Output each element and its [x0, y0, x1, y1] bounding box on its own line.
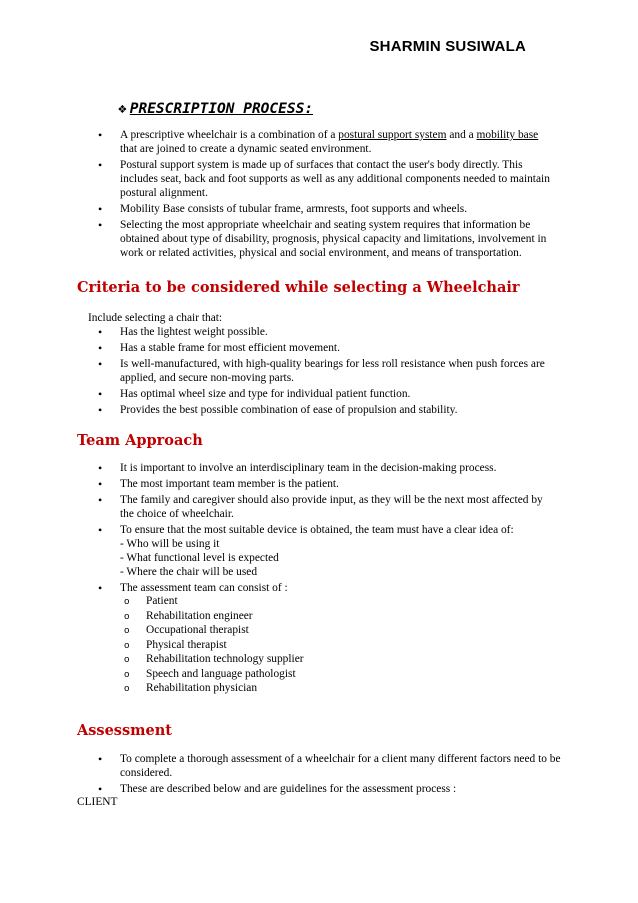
prescription-list — [94, 128, 554, 262]
list-item: • To ensure that the most suitable device is obtained, the team must have a clear idea of: - Who will be using it - What functional level is expected - Where the chair will be used — [94, 523, 554, 579]
team-member-item: o Occupational therapist — [124, 624, 554, 639]
team-member-item: o Rehabilitation technology supplier — [124, 653, 554, 668]
team-member-item: o Physical therapist — [124, 639, 554, 654]
circle-bullet-icon: o — [124, 640, 130, 651]
list-item: • Has optimal wheel size and type for individual patient function. — [94, 387, 554, 401]
circle-bullet-icon: o — [124, 626, 130, 636]
list-item: • It is important to involve an interdisciplinary team in the decision-making process. — [94, 461, 554, 475]
circle-bullet-icon: o — [124, 597, 130, 607]
postural-support-link: postural support system — [338, 129, 447, 141]
team-members-list — [124, 595, 554, 697]
prescription-title-text: PRESCRIPTION PROCESS: — [129, 101, 314, 117]
assessment-list — [94, 752, 572, 798]
list-item: • Provides the best possible combination of ease of propulsion and stability. — [94, 403, 554, 417]
team-member-item: o Patient — [124, 595, 554, 610]
diamond-bullet-icon: ❖ — [118, 101, 127, 117]
circle-bullet-icon: o — [124, 684, 130, 694]
list-item: • The most important team member is the patient. — [94, 477, 554, 491]
team-member-item: o Speech and language pathologist — [124, 668, 554, 683]
circle-bullet-icon: o — [124, 669, 130, 680]
circle-bullet-icon: o — [124, 655, 130, 665]
list-item: • Has the lightest weight possible. — [94, 325, 554, 339]
list-item: • The assessment team can consist of : o Patient o Rehabilitation engineer o Occupational therapist o Physical therapist o Rehabilitation technology supplier o Speech and language pathologist o Rehabilitation physician — [94, 581, 554, 697]
prescription-title — [118, 101, 313, 117]
mobility-base-link: mobility base — [476, 129, 539, 141]
author-header: SHARMIN SUSIWALA — [369, 38, 526, 55]
list-item: • Selecting the most appropriate wheelchair and seating system requires that information be obtained about type of disability, prognosis, physical capacity and limitations, involvement in work or related activities, physical and social environment, and means of transportation. — [94, 218, 554, 260]
list-item: • Is well-manufactured, with high-quality bearings for less roll resistance when push forces are applied, and secure non-moving parts. — [94, 357, 554, 385]
team-heading: Team Approach — [77, 432, 203, 449]
list-item: • Has a stable frame for most efficient movement. — [94, 341, 554, 355]
team-subline: - Who will be using it — [120, 538, 220, 550]
team-list — [94, 461, 554, 699]
criteria-heading: Criteria to be considered while selecting a Wheelchair — [77, 279, 520, 296]
team-subline: - What functional level is expected — [120, 552, 279, 564]
client-label: CLIENT — [77, 796, 118, 808]
criteria-list — [94, 325, 554, 419]
list-item: • Postural support system is made up of surfaces that contact the user's body directly. This includes seat, back and foot supports as well as any additional components needed to maintain postural alignment. — [94, 158, 554, 200]
list-item: • The family and caregiver should also provide input, as they will be the next most affected by the choice of wheelchair. — [94, 493, 554, 521]
team-member-item: o Rehabilitation physician — [124, 682, 554, 697]
team-member-item: o Rehabilitation engineer — [124, 610, 554, 625]
circle-bullet-icon: o — [124, 611, 130, 622]
list-item: • To complete a thorough assessment of a wheelchair for a client many different factors need to be considered. — [94, 752, 572, 780]
list-item: • A prescriptive wheelchair is a combination of a postural support system and a mobility base that are joined to create a dynamic seated environment. — [94, 128, 554, 156]
list-item: • Mobility Base consists of tubular frame, armrests, foot supports and wheels. — [94, 202, 554, 216]
team-subline: - Where the chair will be used — [120, 566, 258, 578]
assessment-heading: Assessment — [77, 722, 172, 739]
list-item: • These are described below and are guidelines for the assessment process : — [94, 782, 572, 796]
criteria-intro: Include selecting a chair that: — [88, 312, 223, 324]
